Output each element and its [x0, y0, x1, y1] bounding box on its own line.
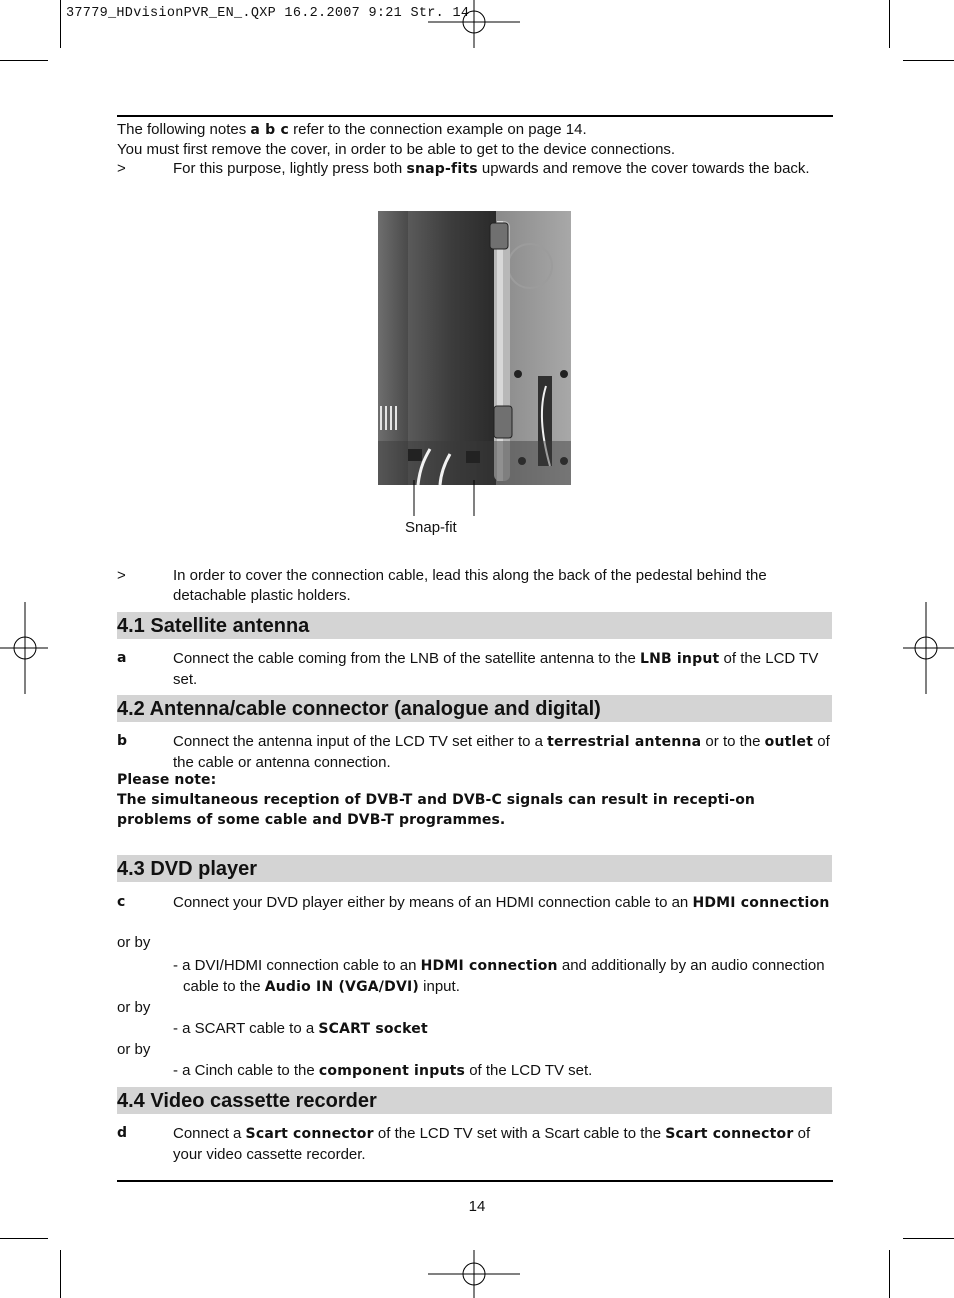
top-rule — [117, 115, 833, 117]
item-marker-d: d — [117, 1125, 128, 1141]
item-marker-b: b — [117, 733, 128, 749]
section-heading-4-4: 4.4 Video cassette recorder — [117, 1087, 832, 1114]
cable-note-text: In order to cover the connection cable, lead this along the back of the pedestal behind the detachable plastic holders. — [173, 567, 767, 604]
bullet-marker: > — [117, 160, 126, 177]
section-4-2-text: Connect the antenna input of the LCD TV set either to a terrestrial antenna or to the outlet of the cable or antenna connection. — [173, 733, 830, 771]
section-heading-4-1: 4.1 Satellite antenna — [117, 612, 832, 639]
or-by-label: or by — [117, 999, 151, 1016]
tv-back-photo — [378, 211, 571, 485]
intro-line-2: You must first remove the cover, in order to be able to get to the device connections. — [117, 141, 676, 158]
item-marker-a: a — [117, 650, 127, 666]
section-4-1-text: Connect the cable coming from the LNB of the satellite antenna to the LNB input of the LCD TV set. — [173, 650, 819, 688]
section-heading-4-3: 4.3 DVD player — [117, 855, 832, 882]
page-number: 14 — [468, 1198, 486, 1215]
dvd-option-2: - a SCART cable to a SCART socket — [173, 1020, 428, 1037]
section-heading-4-2: 4.2 Antenna/cable connector (analogue and digital) — [117, 695, 832, 722]
snap-fit-pointers — [400, 480, 490, 520]
or-by-label: or by — [117, 934, 151, 951]
section-4-3-text: Connect your DVD player either by means of an HDMI connection cable to an HDMI connection — [173, 894, 830, 911]
or-by-label: or by — [117, 1041, 151, 1058]
note-text: The simultaneous reception of DVB-T and DVB-C signals can result in recepti-on problems of some cable and DVB-T programmes. — [117, 792, 755, 828]
item-marker-c: c — [117, 894, 126, 910]
intro-line-1: The following notes a b c refer to the connection example on page 14. — [117, 121, 587, 138]
note-title: Please note: — [117, 772, 217, 788]
intro-bullet-text: For this purpose, lightly press both snap-fits upwards and remove the cover towards the back. — [173, 160, 810, 177]
printer-slug: 37779_HDvisionPVR_EN_.QXP 16.2.2007 9:21 Str. 14 — [66, 6, 470, 21]
bottom-rule — [117, 1180, 833, 1182]
figure-caption: Snap-fit — [405, 519, 457, 536]
dvd-option-3: - a Cinch cable to the component inputs of the LCD TV set. — [173, 1062, 593, 1079]
section-4-4-text: Connect a Scart connector of the LCD TV set with a Scart cable to the Scart connector of your video cassette recorder. — [173, 1125, 811, 1163]
bullet-marker: > — [117, 567, 126, 584]
dvd-option-1: - a DVI/HDMI connection cable to an HDMI connection and additionally by an audio connection cable to the Audio IN (VGA/DVI) input. — [173, 957, 825, 995]
